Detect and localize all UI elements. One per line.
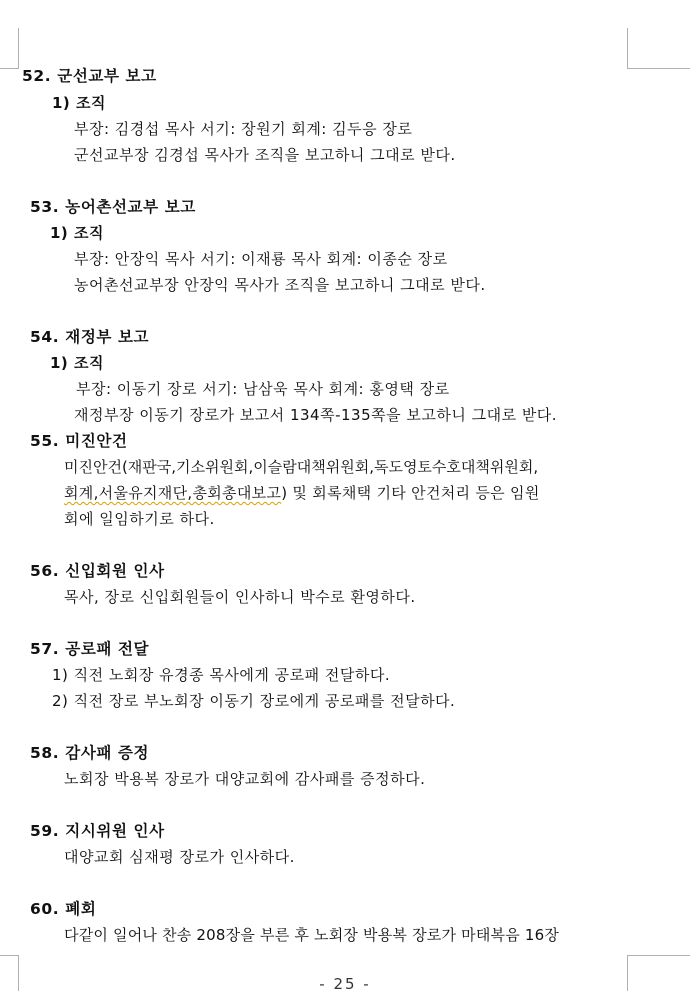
section-52-officers: 부장: 김경섭 목사 서기: 장원기 회계: 김두응 장로: [74, 120, 413, 138]
section-54-title: 54. 재정부 보고: [30, 328, 150, 346]
section-60-body: 다같이 일어나 찬송 208장을 부른 후 노회장 박용복 장로가 마태복음 16장: [64, 926, 560, 944]
section-57-title: 57. 공로패 전달: [30, 640, 150, 658]
section-54-officers: 부장: 이동기 장로 서기: 남삼욱 목사 회계: 홍영택 장로: [76, 380, 450, 398]
section-53-officers: 부장: 안장익 목사 서기: 이재룡 목사 회계: 이종순 장로: [74, 250, 448, 268]
section-55-line-1: [64, 457, 628, 477]
section-55-underlined-items: 회계,서울유지재단,총회총대보고: [64, 484, 282, 502]
section-58-body: 노회장 박용복 장로가 대양교회에 감사패를 증정하다.: [64, 770, 426, 788]
section-59-title: 59. 지시위원 인사: [30, 822, 165, 840]
section-55-line-3: 회에 일임하기로 하다.: [64, 510, 215, 528]
section-59-body: 대양교회 심재평 장로가 인사하다.: [64, 848, 295, 866]
section-52-report: 군선교부장 김경섭 목사가 조직을 보고하니 그대로 받다.: [74, 146, 456, 164]
section-55-title: 55. 미진안건: [30, 432, 128, 450]
section-57-item-1: 1) 직전 노회장 유경종 목사에게 공로패 전달하다.: [52, 666, 391, 684]
section-60-title: 60. 폐회: [30, 900, 97, 918]
section-58-title: 58. 감사패 증정: [30, 744, 150, 762]
section-53-subheading: 1) 조직: [50, 224, 104, 242]
section-57-item-2: 2) 직전 장로 부노회장 이동기 장로에게 공로패를 전달하다.: [52, 692, 456, 710]
section-56-body: 목사, 장로 신입회원들이 인사하니 박수로 환영하다.: [64, 588, 416, 606]
section-55-line-1-text: 미진안건(재판국,기소위원회,이슬람대책위원회,독도영토수호대책위원회,: [64, 458, 539, 476]
section-54-subheading: 1) 조직: [50, 354, 104, 372]
crop-mark-top-right: [627, 28, 690, 69]
section-53-report: 농어촌선교부장 안장익 목사가 조직을 보고하니 그대로 받다.: [74, 276, 486, 294]
section-54-report: 재정부장 이동기 장로가 보고서 134쪽-135쪽을 보고하니 그대로 받다.: [74, 406, 558, 424]
page-number: - 25 -: [319, 975, 371, 993]
section-56-title: 56. 신입회원 인사: [30, 562, 165, 580]
crop-mark-top-left: [0, 28, 19, 69]
section-52-title: 52. 군선교부 보고: [22, 67, 157, 85]
section-53-title: 53. 농어촌선교부 보고: [30, 198, 196, 216]
section-55-line-2: [64, 483, 628, 503]
section-52-subheading: 1) 조직: [52, 94, 106, 112]
section-55-line-2-rest: ) 및 회록채택 기타 안건처리 등은 임원: [281, 484, 540, 502]
